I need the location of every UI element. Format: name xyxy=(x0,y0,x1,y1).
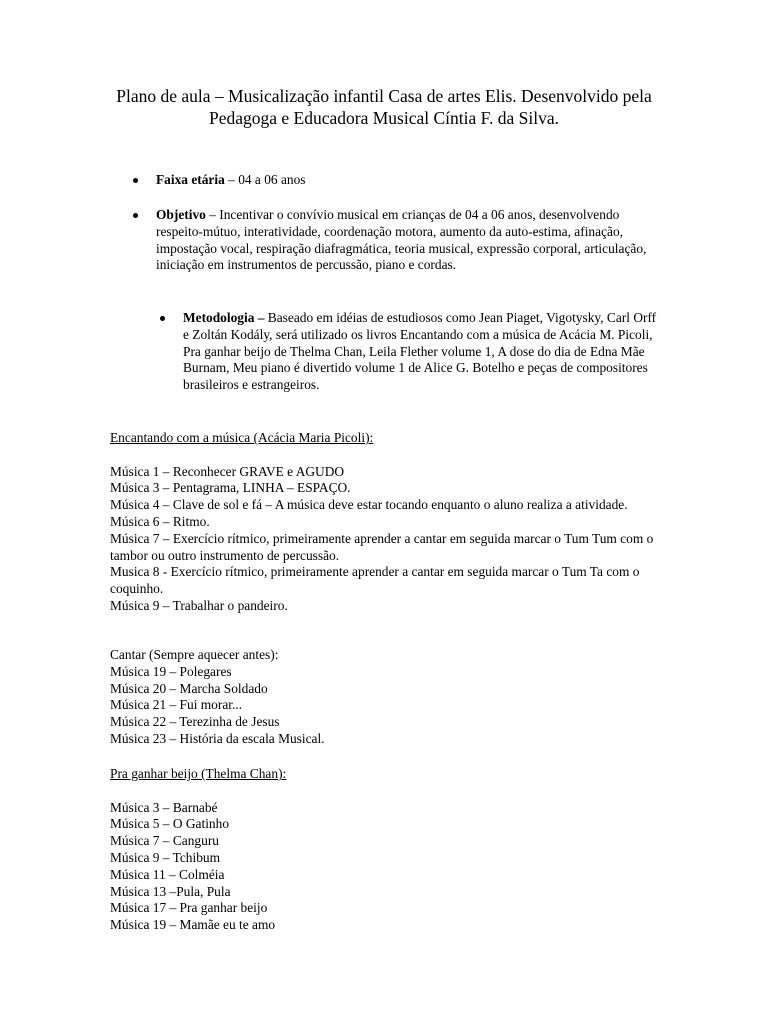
faixa-label: Faixa etária xyxy=(156,172,225,187)
bullet-objetivo xyxy=(133,207,658,274)
list-item: Música 4 – Clave de sol e fá – A música deve estar tocando enquanto o aluno realiza a atividade. xyxy=(110,497,628,513)
list-item: Música 19 – Polegares xyxy=(110,663,232,679)
list-item: Música 3 – Pentagrama, LINHA – ESPAÇO. xyxy=(110,480,351,496)
section-heading: Encantando com a música (Acácia Maria Picoli): xyxy=(110,430,374,445)
list-item: Música 1 – Reconhecer GRAVE e AGUDO xyxy=(110,463,345,479)
list-item: Música 22 – Terezinha de Jesus xyxy=(110,714,280,730)
section-encantando xyxy=(110,430,670,615)
list-item: Música 20 – Marcha Soldado xyxy=(110,680,268,696)
list-item: Música 21 – Fui morar... xyxy=(110,697,243,713)
bullet-dot-icon xyxy=(133,213,138,218)
list-item: Música 23 – História da escala Musical. xyxy=(110,730,325,746)
list-item: Música 7 – Canguru xyxy=(110,833,219,849)
encantando-list xyxy=(110,464,670,615)
list-item: Música 17 – Pra ganhar beijo xyxy=(110,900,268,916)
bullet-dot-icon xyxy=(133,178,138,183)
section-heading: Cantar (Sempre aquecer antes): xyxy=(110,647,279,662)
faixa-text: – 04 a 06 anos xyxy=(224,172,306,187)
bullet-metodologia xyxy=(160,310,658,394)
objetivo-text: – Incentivar o convívio musical em crianças de 04 a 06 anos, desenvolvendo respeito-mútuo, interatividade, coordenação motora, aumento da auto-estima, afinação, impostação vocal, respiração diafragmática, teoria musical, expressão corporal, articulação, iniciação em instrumentos de percussão, piano e cordas. xyxy=(156,207,647,273)
list-item: Música 7 – Exercício rítmico, primeiramente aprender a cantar em seguida marcar o Tum Tum com o tambor ou outro instrumento de percussão. xyxy=(110,530,654,563)
bullet-faixa-etaria xyxy=(133,172,653,189)
document-title: Plano de aula – Musicalização infantil Casa de artes Elis. Desenvolvido pela Pedagoga e Educadora Musical Cíntia F. da Silva. xyxy=(116,86,652,128)
list-item: Música 11 – Colméia xyxy=(110,866,225,882)
metodologia-label: Metodologia – xyxy=(183,310,265,325)
objetivo-label: Objetivo xyxy=(156,207,206,222)
section-cantar xyxy=(110,647,670,748)
section-heading: Pra ganhar beijo (Thelma Chan): xyxy=(110,766,287,781)
list-item: Música 13 –Pula, Pula xyxy=(110,883,231,899)
list-item: Música 9 – Trabalhar o pandeiro. xyxy=(110,597,288,613)
list-item: Música 9 – Tchibum xyxy=(110,849,221,865)
list-item: Música 6 – Ritmo. xyxy=(110,513,210,529)
cantar-list xyxy=(110,664,670,748)
metodologia-text: Baseado em idéias de estudiosos como Jean Piaget, Vigotysky, Carl Orff e Zoltán Kodály, será utilizado os livros Encantando com a música de Acácia M. Picoli, Pra ganhar beijo de Thelma Chan, Leila Flether volume 1, A dose do dia de Edna Mãe Burnam, Meu piano é divertido volume 1 de Alice G. Botelho e peças de compositores brasileiros e estrangeiros. xyxy=(183,310,657,393)
list-item: Musica 8 - Exercício rítmico, primeiramente aprender a cantar em seguida marcar o Tum Ta com o coquinho. xyxy=(110,564,640,597)
bullet-dot-icon xyxy=(160,316,165,321)
section-pra-ganhar-beijo xyxy=(110,766,670,934)
pra-ganhar-list xyxy=(110,800,670,934)
list-item: Música 5 – O Gatinho xyxy=(110,816,230,832)
list-item: Música 3 – Barnabé xyxy=(110,799,218,815)
list-item: Música 19 – Mamãe eu te amo xyxy=(110,917,276,933)
